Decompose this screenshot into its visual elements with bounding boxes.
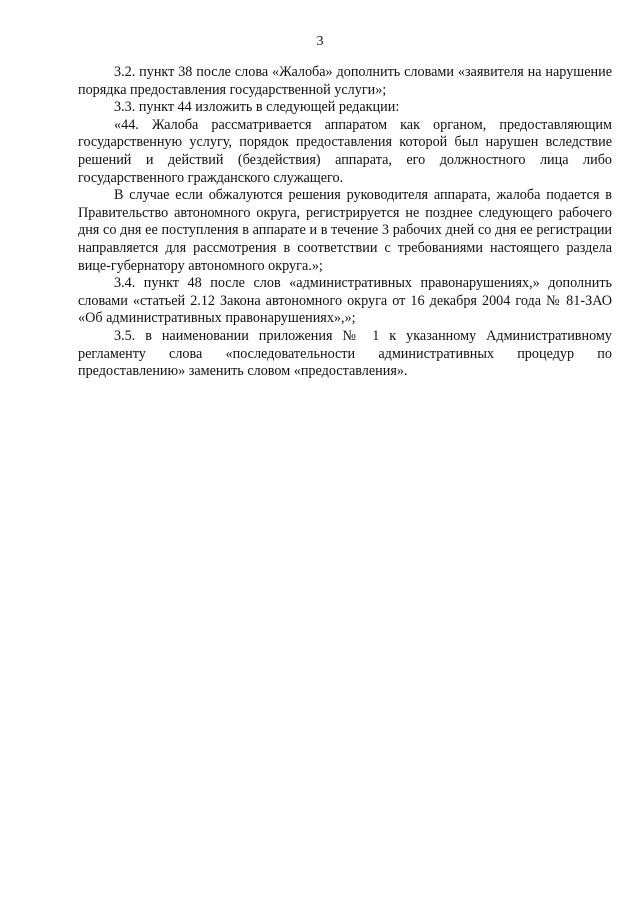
- paragraph-3-3: 3.3. пункт 44 изложить в следующей редакции:: [114, 99, 400, 116]
- paragraph-3-4: 3.4. пункт 48 после слов «административных правонарушениях,» дополнить словами «статьей 2.12 Закона автономного округа от 16 декабря 2004 года № 81-ЗАО «Об административных правонарушениях»,»;: [78, 275, 612, 327]
- page-number: 3: [316, 34, 324, 49]
- paragraph-3-2: 3.2. пункт 38 после слова «Жалоба» дополнить словами «заявителя на нарушение порядка предоставления государственной услуги»;: [78, 64, 612, 98]
- paragraph-appeal-head: В случае если обжалуются решения руководителя аппарата, жалоба подается в Правительство автономного округа, регистрируется не позднее следующего рабочего дня со дня ее поступления в аппарате и в течение 3 рабочих дней со дня ее регистрации направляется для рассмотрения в соответствии с требованиями настоящего раздела вице-губернатору автономного округа.»;: [78, 187, 612, 274]
- paragraph-3-5: 3.5. в наименовании приложения № 1 к указанному Административному регламенту слова «последовательности административных процедур по предоставлению» заменить словом «предоставления».: [78, 327, 612, 380]
- document-body: [78, 64, 612, 381]
- paragraph-44: «44. Жалоба рассматривается аппаратом как органом, предоставляющим государственную услугу, порядок предоставления которой был нарушен вследствие решений и действий (бездействия) аппарата, его должностного лица либо государственного гражданского служащего.: [78, 116, 612, 186]
